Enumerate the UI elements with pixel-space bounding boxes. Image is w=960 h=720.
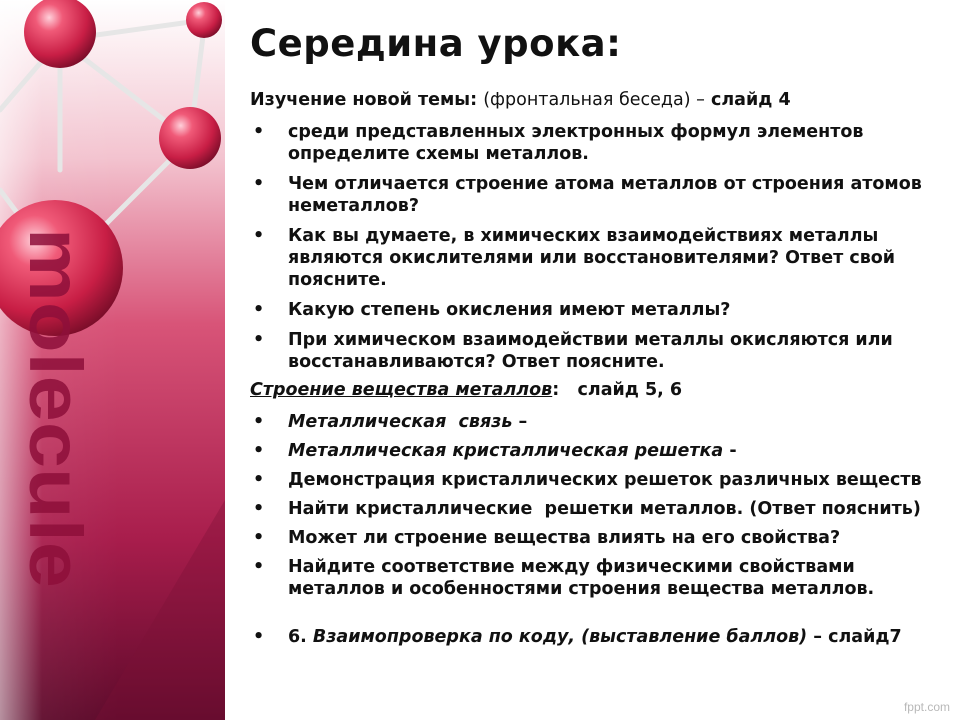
list-item: • При химическом взаимодействии металлы окисляются или восстанавливаются? Ответ поясните. — [250, 329, 950, 373]
section-heading-metal-structure — [250, 379, 950, 401]
list-item — [250, 626, 950, 648]
list-item: • Чем отличается строение атома металлов от строения атомов неметаллов? — [250, 173, 950, 217]
list-item-italic: Металлическая кристаллическая решетка — [288, 441, 724, 461]
list-item: • среди представленных электронных формул элементов определите схемы металлов. — [250, 121, 950, 165]
slide-title: Середина урока: — [250, 22, 622, 65]
list-item-prefix: 6. — [288, 627, 313, 647]
heading-label: Строение вещества металлов — [250, 380, 553, 400]
heading-slide-ref: слайд 4 — [710, 90, 791, 110]
list-item-rest: – — [512, 412, 528, 432]
list-item: • Может ли строение вещества влиять на его свойства? — [250, 527, 950, 549]
slide-content — [250, 22, 950, 655]
metal-structure-list — [250, 411, 950, 648]
heading-paren: (фронтальная беседа) – — [483, 90, 705, 110]
side-vertical-text: molecule — [14, 228, 97, 549]
molecule-sphere — [159, 107, 221, 169]
heading-label: Изучение новой темы: — [250, 90, 478, 110]
list-item — [250, 411, 950, 433]
list-item-rest: – слайд7 — [807, 627, 902, 647]
list-item: • Демонстрация кристаллических решеток различных веществ — [250, 469, 950, 491]
list-item-rest: - — [723, 441, 737, 461]
list-item: • Найдите соответствие между физическими свойствами металлов и особенностями строения вещества металлов. — [250, 556, 950, 600]
list-item: • Как вы думаете, в химических взаимодействиях металлы являются окислителями или восстановителями? Ответ свой поясните. — [250, 225, 950, 291]
list-item: • Найти кристаллические решетки металлов. (Ответ пояснить) — [250, 498, 950, 520]
decorative-left-panel — [0, 0, 225, 720]
heading-slide-ref: : слайд 5, 6 — [552, 380, 683, 400]
list-item-italic: Взаимопроверка по коду, (выставление баллов) — [312, 627, 808, 647]
section-heading-new-topic — [250, 89, 950, 111]
molecule-sphere — [186, 2, 222, 38]
list-item-italic: Металлическая связь — [288, 412, 513, 432]
list-item: • Какую степень окисления имеют металлы? — [250, 299, 950, 321]
list-item — [250, 440, 950, 462]
watermark: fppt.com — [903, 700, 950, 714]
new-topic-list — [250, 121, 950, 373]
